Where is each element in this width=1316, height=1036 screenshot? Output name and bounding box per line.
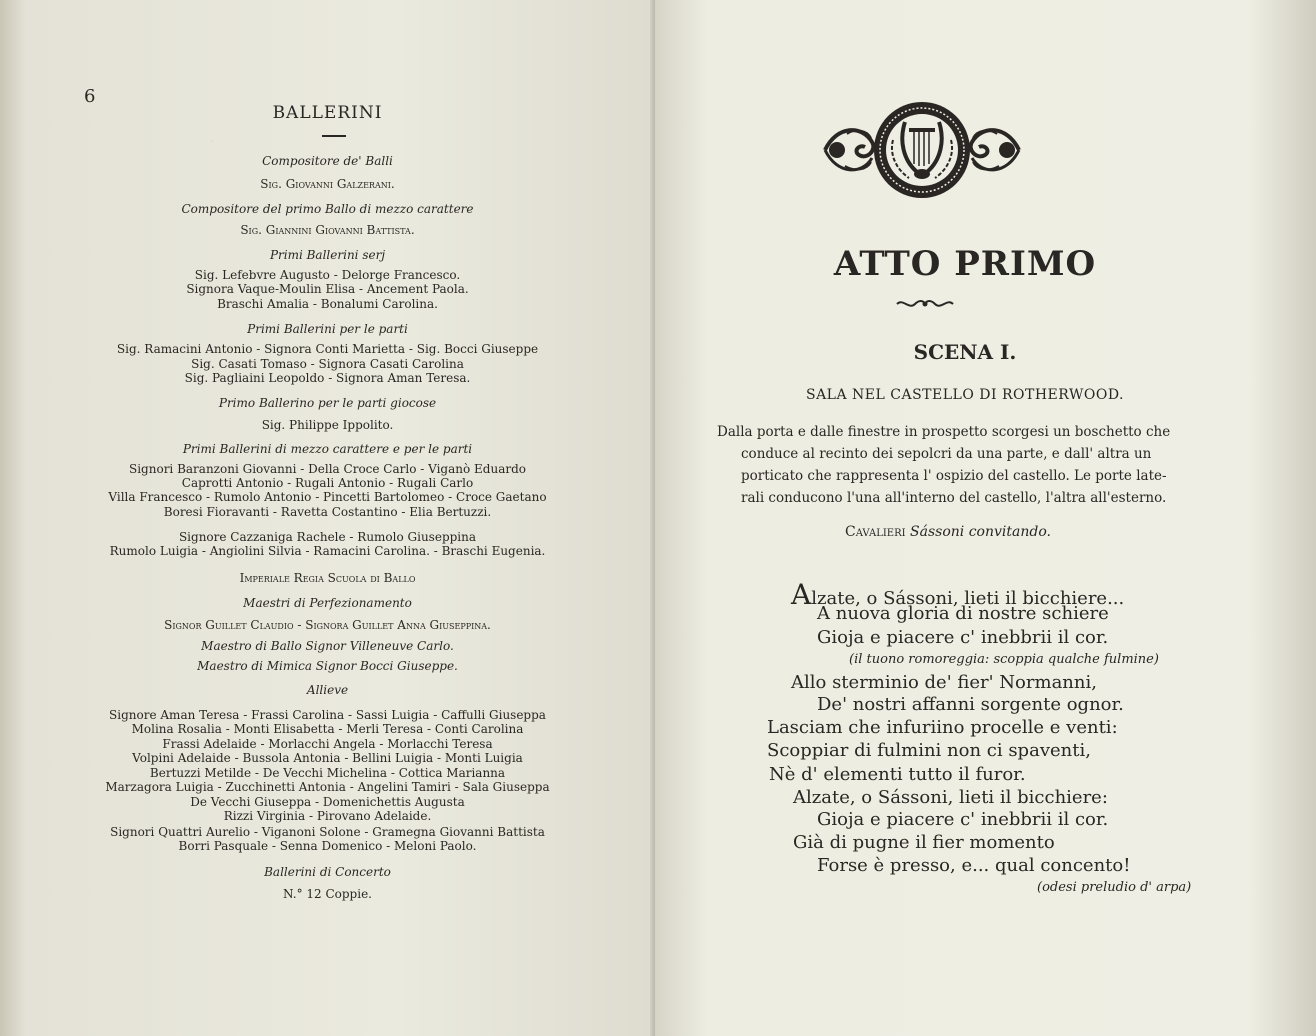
cast-line: Sig. Ramacini Antonio - Signora Conti Marietta - Sig. Bocci Giuseppe: [116, 342, 539, 356]
stage-direction: (il tuono romoreggia: scoppia qualche fulmine): [849, 652, 1159, 667]
cast-line: Bertuzzi Metilde - De Vecchi Michelina - Cottica Marianna: [149, 766, 506, 780]
stage-description: Dalla porta e dalle finestre in prospetto scorgesi un boschetto che: [717, 424, 1171, 440]
cast-line: Signore Aman Teresa - Frassi Carolina - Sassi Luigia - Caffulli Giuseppa: [109, 708, 546, 722]
scene-title: SCENA I.: [913, 340, 1017, 364]
speaker-line: [845, 524, 1051, 540]
role-title: Allieve: [306, 683, 349, 697]
stage-description: rali conducono l'una all'interno del castello, l'altra all'esterno.: [741, 490, 1167, 506]
cast-line: Sig. Philippe Ippolito.: [261, 418, 394, 432]
role-title: Primi Ballerini di mezzo carattere e per le parti: [182, 442, 473, 456]
role-title: Maestri di Perfezionamento: [243, 596, 412, 610]
verse-line: Lasciam che infuriino procelle e venti:: [767, 717, 1118, 738]
verse-line: Allo sterminio de' fier' Normanni,: [791, 672, 1097, 693]
cast-line: Signore Cazzaniga Rachele - Rumolo Giuseppina: [178, 530, 477, 544]
scene-setting: SALA NEL CASTELLO DI ROTHERWOOD.: [805, 387, 1124, 403]
cast-line: Sig. Lefebvre Augusto - Delorge Francesco.: [194, 268, 461, 282]
cast-line: Rumolo Luigia - Angiolini Silvia - Ramacini Carolina. - Braschi Eugenia.: [109, 544, 546, 558]
cast-line: Sig. Giannini Giovanni Battista.: [240, 223, 415, 237]
cast-line: Volpini Adelaide - Bussola Antonia - Bellini Luigia - Monti Luigia: [132, 751, 523, 765]
right-page: [655, 0, 1316, 1036]
cast-line: Molina Rosalia - Monti Elisabetta - Merli Teresa - Conti Carolina: [131, 722, 524, 736]
cast-line: Boresi Fioravanti - Ravetta Costantino - Elia Bertuzzi.: [163, 505, 492, 519]
section-heading: BALLERINI: [272, 103, 383, 123]
cast-line: N.° 12 Coppie.: [283, 887, 372, 901]
cast-line: Borri Pasquale - Senna Domenico - Meloni Paolo.: [178, 839, 477, 853]
speaker-name: Cavalieri: [845, 524, 906, 540]
verse-line: Gioja e piacere c' inebbrii il cor.: [817, 809, 1109, 830]
flourish-icon: [895, 298, 955, 310]
role-title: Ballerini di Concerto: [264, 865, 391, 879]
cast-line: De Vecchi Giuseppa - Domenichettis Augusta: [190, 795, 465, 809]
left-page: · 6 BALLERINI Compositore de' Balli Sig. Giovanni Galzerani. Compositore del primo Ballo di mezzo carattere Sig. Giannini Giovanni Battista. Primi Ballerini serj Sig. Lefebvre Augusto - Delorge Francesco. Signora Vaque-Moulin Elisa - Ancement Paola. Braschi Amalia - Bonalumi Carolina. Primi Ballerini per le parti Sig. Ramacini Antonio - Signora Conti Marietta - Sig. Bocci Giuseppe Sig. Casati Tomaso - Signora Casati Carolina Sig. Pagliaini Leopoldo - Signora Aman Teresa. Primo Ballerino per le parti giocose Sig. Philippe Ippolito. Primi Ballerini di mezzo carattere e per le parti Signori Baranzoni Giovanni - Della Croce Carlo - Viganò Eduardo Caprotti Antonio - Rugali Antonio - Rugali Carlo Villa Francesco - Rumolo Antonio - Pincetti Bartolomeo - Croce Gaetano Boresi Fioravanti - Ravetta Costantino - Elia Bertuzzi. Signore Cazzaniga Rachele - Rumolo Giuseppina Rumolo Luigia - Angiolini Silvia - Ramacini Carolina. - Braschi Eugenia. Imperiale Regia Scuola di Ballo Maestri di Perfezionamento Signor Guillet Claudio - Signora Guillet Anna Giuseppina. Maestro di Ballo Signor Villeneuve Carlo. Maestro di Mimica Signor Bocci Giuseppe. Allieve Signore Aman Teresa - Frassi Carolina - Sassi Luigia - Caffulli Giuseppa Molina Rosalia - Monti Elisabetta - Merli Teresa - Conti Carolina Frassi Adelaide - Morlacchi Angela - Morlacchi Teresa Volpini Adelaide - Bussola Antonia - Bellini Luigia - Monti Luigia Bertuzzi Metilde - De Vecchi Michelina - Cottica Marianna Marzagora Luigia - Zucchinetti Antonia - Angelini Tamiri - Sala Giuseppa De Vecchi Giuseppa - Domenichettis Augusta Rizzi Virginia - Pirovano Adelaide. Signori Quattri Aurelio - Viganoni Solone - Gramegna Giovanni Battista Borri Pasquale - Senna Domenico - Meloni Paolo. Ballerini di Concerto N.° 12 Coppie.: [0, 0, 655, 1036]
verse-line: Scoppiar di fulmini non ci spaventi,: [767, 740, 1091, 761]
cast-line: Frassi Adelaide - Morlacchi Angela - Morlacchi Teresa: [162, 737, 493, 751]
cast-line: Villa Francesco - Rumolo Antonio - Pincetti Bartolomeo - Croce Gaetano: [108, 490, 547, 504]
role-title: Primi Ballerini per le parti: [247, 322, 408, 336]
cast-line: Rizzi Virginia - Pirovano Adelaide.: [223, 809, 432, 823]
lyre-vignette-icon: [817, 100, 1027, 200]
speaker-direction: Sássoni convitando.: [910, 524, 1051, 540]
stage-description: conduce al recinto dei sepolcri da una parte, e dall' altra un: [741, 446, 1152, 462]
role-title: Primo Ballerino per le parti giocose: [218, 396, 437, 410]
section-title: Imperiale Regia Scuola di Ballo: [239, 571, 416, 585]
page-number: 6: [84, 86, 96, 107]
cast-line: Signor Guillet Claudio - Signora Guillet Anna Giuseppina.: [164, 618, 491, 632]
verse-line: Forse è presso, e... qual concento!: [817, 855, 1131, 876]
cast-line: Signora Vaque-Moulin Elisa - Ancement Paola.: [186, 282, 469, 296]
role-title: Compositore del primo Ballo di mezzo carattere: [181, 202, 474, 216]
act-title: ATTO PRIMO: [833, 244, 1097, 284]
role-title: Primi Ballerini serj: [269, 248, 386, 262]
cast-line: Sig. Casati Tomaso - Signora Casati Carolina: [191, 357, 464, 371]
verse-line: Alzate, o Sássoni, lieti il bicchiere:: [793, 787, 1108, 808]
cast-line: Braschi Amalia - Bonalumi Carolina.: [217, 297, 438, 311]
role-title: Compositore de' Balli: [262, 154, 393, 168]
verse-line: Già di pugne il fier momento: [793, 832, 1055, 853]
stage-direction: (odesi preludio d' arpa): [1037, 880, 1192, 895]
cast-line: Signori Quattri Aurelio - Viganoni Solone - Gramegna Giovanni Battista: [110, 825, 545, 839]
cast-line: Sig. Giovanni Galzerani.: [260, 177, 395, 191]
stage-description: porticato che rappresenta l' ospizio del castello. Le porte late-: [741, 468, 1167, 484]
cast-line: Maestro di Mimica Signor Bocci Giuseppe.: [197, 659, 458, 673]
cast-line: Marzagora Luigia - Zucchinetti Antonia - Angelini Tamiri - Sala Giuseppa: [105, 780, 550, 794]
verse-text: lzate, o Sássoni, lieti il bicchiere...: [811, 588, 1125, 609]
cast-line: Maestro di Ballo Signor Villeneuve Carlo.: [201, 639, 454, 653]
verse-line: A nuova gloria di nostre schiere: [817, 603, 1109, 624]
heading-rule: [322, 135, 346, 137]
cast-line: Caprotti Antonio - Rugali Antonio - Rugali Carlo: [181, 476, 474, 490]
cast-line: Sig. Pagliaini Leopoldo - Signora Aman Teresa.: [184, 371, 471, 385]
drop-capital: A: [791, 578, 812, 611]
verse-line: Gioja e piacere c' inebbrii il cor.: [817, 627, 1109, 648]
cast-line: Signori Baranzoni Giovanni - Della Croce Carlo - Viganò Eduardo: [129, 462, 526, 476]
verse-line: Nè d' elementi tutto il furor.: [769, 764, 1026, 785]
verse-line: De' nostri affanni sorgente ognor.: [817, 694, 1124, 715]
